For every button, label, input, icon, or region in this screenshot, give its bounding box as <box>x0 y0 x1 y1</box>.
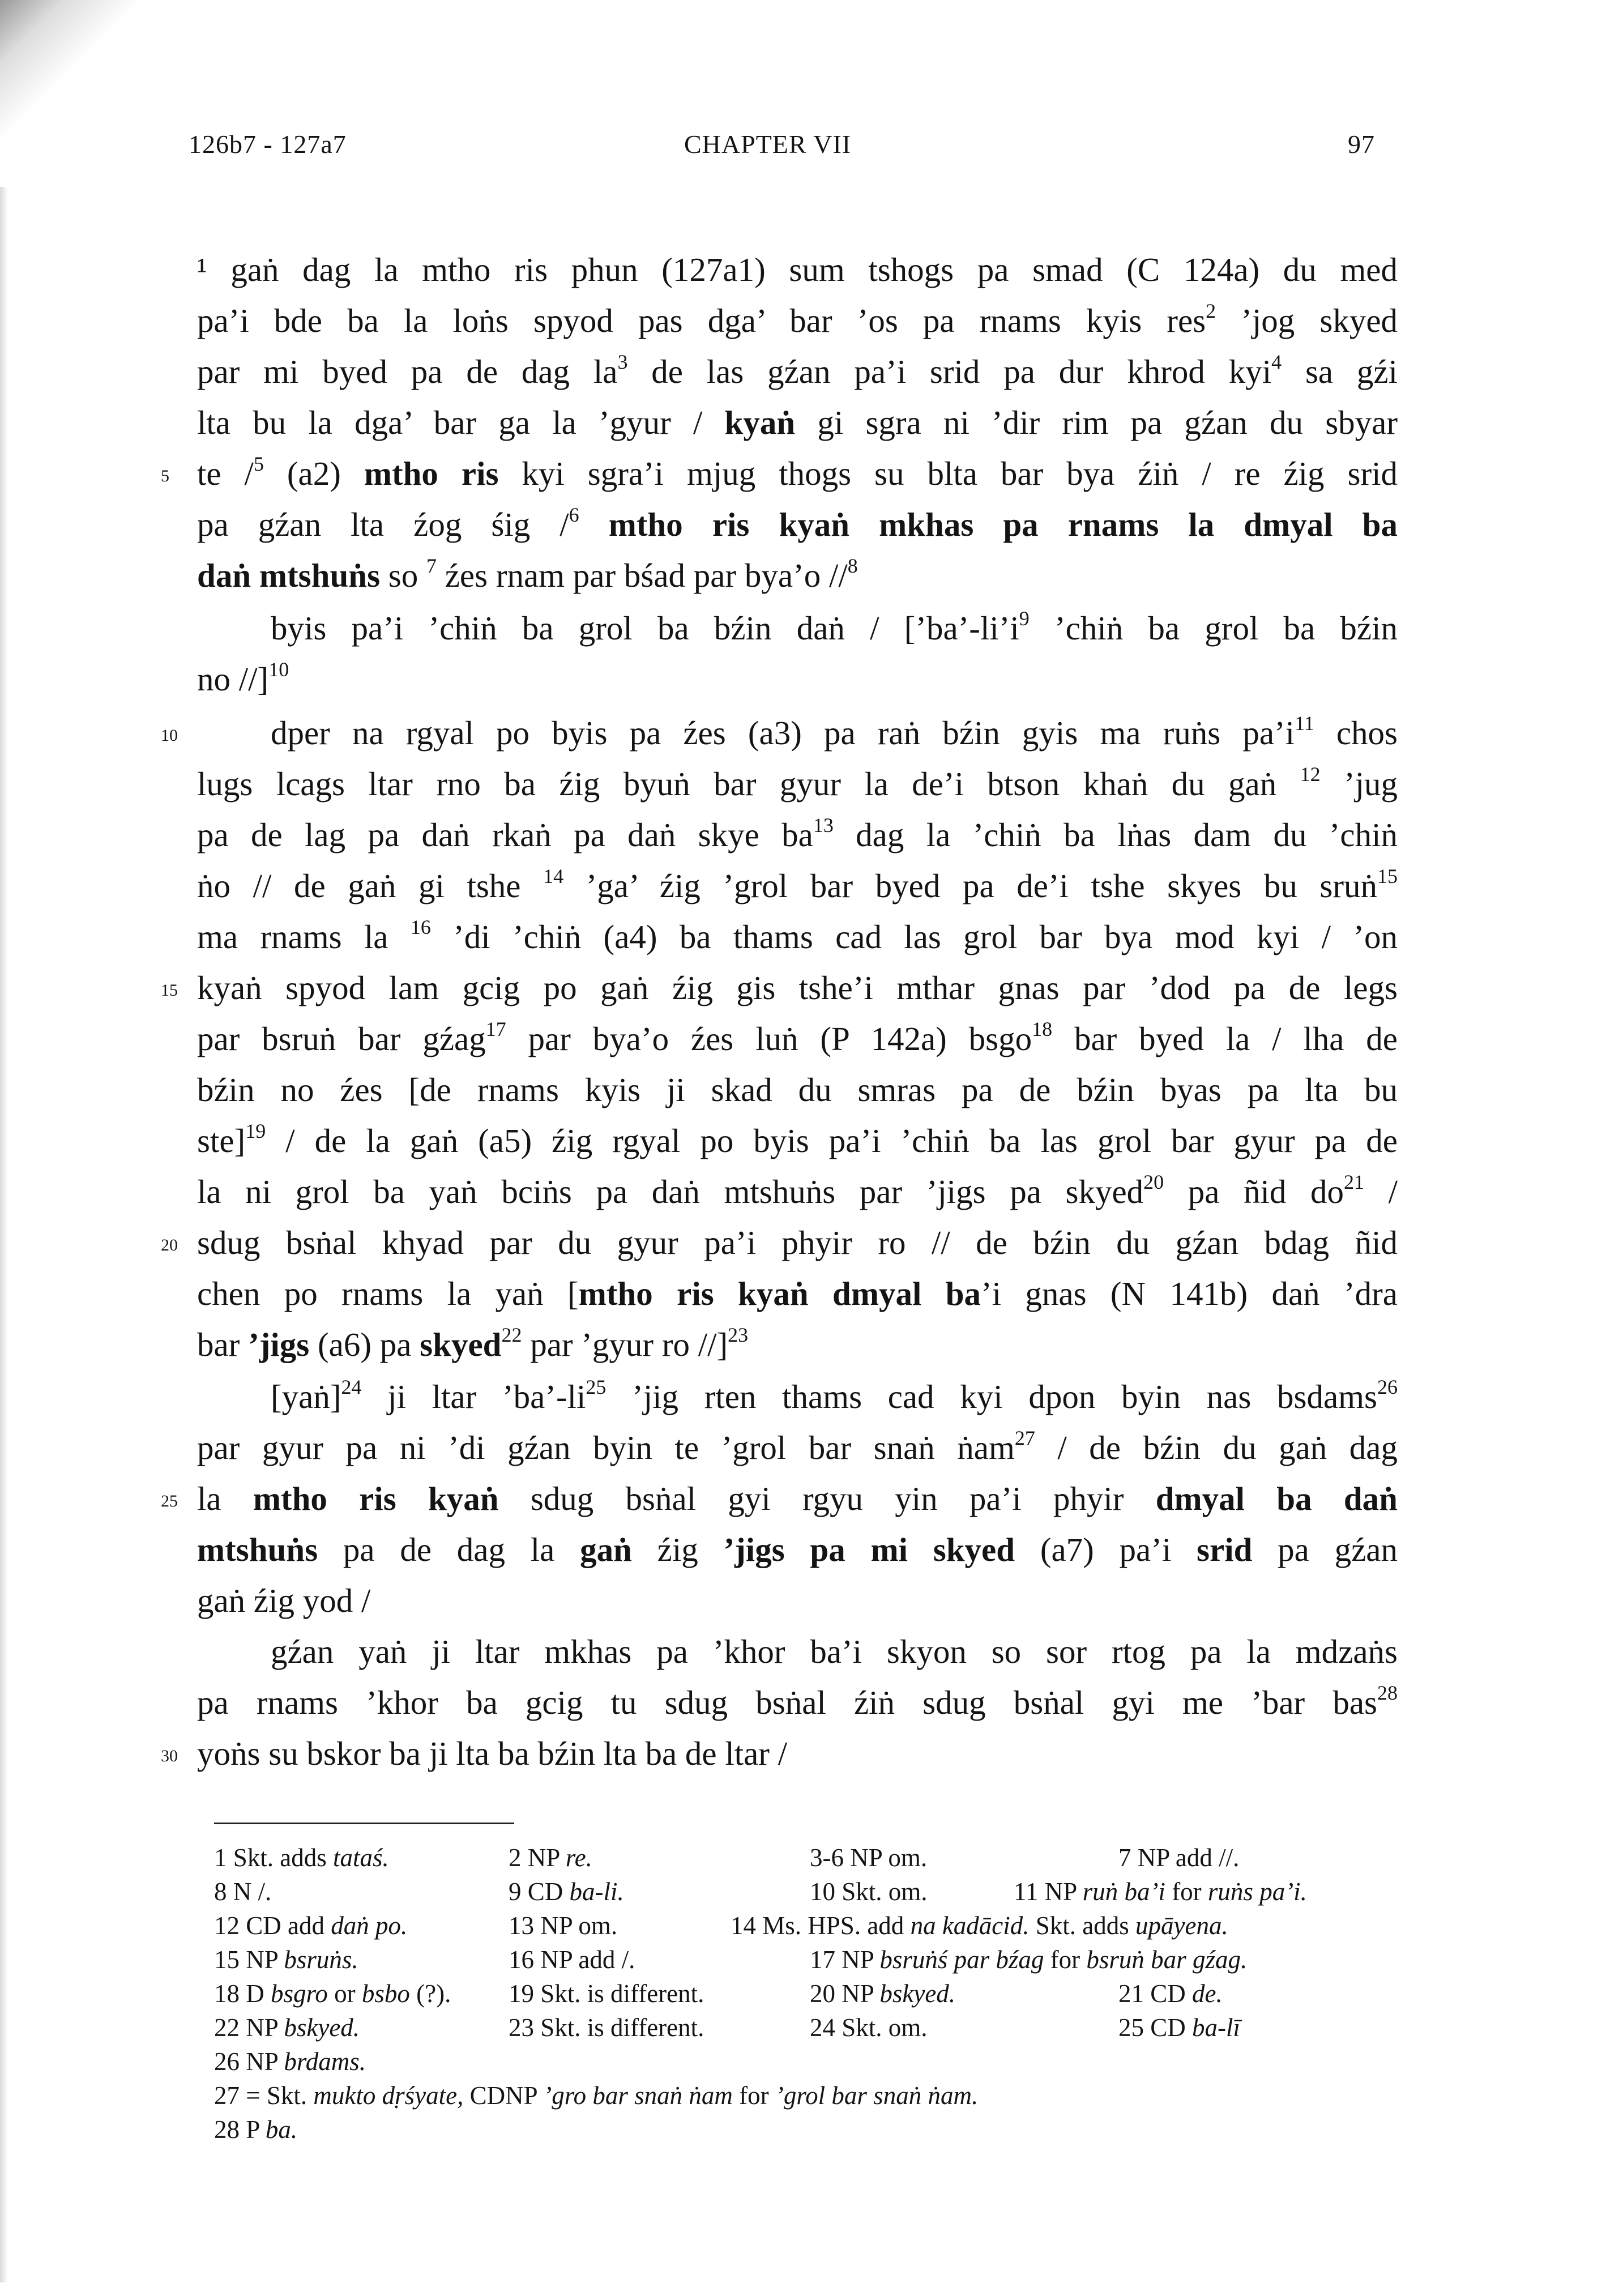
text-run: ¹ <box>197 251 207 288</box>
text-run: bar <box>197 1326 249 1363</box>
text-run: la <box>197 1480 253 1517</box>
text-run: de las gźan pa’i srid pa dur khrod kyi <box>627 353 1272 390</box>
text-run: te / <box>197 455 254 492</box>
text-run: par bsruṅ bar gźag <box>197 1020 486 1057</box>
footnote-ref: 28 <box>1377 1682 1398 1705</box>
text-run: 27 = Skt. <box>214 2081 314 2110</box>
text-run: 18 D <box>214 1979 271 2008</box>
text-run: 19 Skt. is different. <box>509 1979 704 2008</box>
text-run: dper na rgyal po byis pa źes (a3) pa raṅ bźin gyis ma ruṅs pa’i <box>271 714 1295 752</box>
text-run: 11 NP <box>1014 1877 1083 1906</box>
text-run: pa rnams ’khor ba gcig tu sdug bsṅal źiṅ sdug bsṅal gyi me ’bar bas <box>197 1684 1377 1721</box>
text-line <box>197 911 1398 963</box>
line-number: 30 <box>161 1747 178 1765</box>
text-run: ṅo // de gaṅ gi tshe <box>197 867 544 904</box>
text-line <box>197 396 1398 449</box>
footnote-ref: 11 <box>1295 712 1314 735</box>
footnote <box>810 2011 928 2045</box>
footnote-ref: 18 <box>1032 1018 1053 1041</box>
footnote <box>509 1841 592 1875</box>
line-number: 20 <box>161 1236 178 1254</box>
text-run: źig <box>631 1531 724 1568</box>
text-run: 15 NP <box>214 1945 284 1974</box>
text-run: bsruṅ bar gźag. <box>1086 1945 1248 1974</box>
text-run: gźan yaṅ ji ltar mkhas pa ’khor ba’i skyon so sor rtog pa la mdzaṅs <box>271 1633 1398 1670</box>
text-run: [yaṅ] <box>271 1378 341 1415</box>
text-run: par ’gyur ro //] <box>522 1326 728 1363</box>
text-run: bsruṅs. <box>284 1945 358 1974</box>
footnote-ref: 6 <box>569 503 579 527</box>
footnote-ref: 16 <box>410 916 431 939</box>
footnote <box>810 1875 928 1909</box>
text-run: 8 N /. <box>214 1877 272 1906</box>
text-run: ba-lī <box>1192 2013 1241 2042</box>
text-line <box>271 1625 1398 1678</box>
text-run: 23 Skt. is different. <box>509 2013 704 2042</box>
lemma-text: mtho ris kyaṅ <box>253 1480 499 1517</box>
text-run: 24 Skt. om. <box>810 2013 928 2042</box>
text-run: ma rnams la <box>197 918 411 955</box>
text-run: pa ñid do <box>1164 1173 1344 1210</box>
text-run: 26 NP <box>214 2047 284 2076</box>
text-line <box>197 1574 1398 1627</box>
footnote <box>810 1841 927 1875</box>
text-line <box>197 1166 1398 1218</box>
text-run: mukto dṛśyate, <box>313 2081 464 2110</box>
text-run: par mi byed pa de dag la <box>197 353 618 390</box>
text-run: sdug bsṅal gyi rgyu yin pa’i phyir <box>498 1480 1156 1517</box>
text-run: ’jog skyed <box>1216 302 1398 339</box>
text-run: 14 Ms. HPS. add <box>731 1911 911 1940</box>
text-run: for <box>1165 1877 1208 1906</box>
text-run: pa gźan <box>1252 1531 1398 1568</box>
lemma-text: daṅ mtshuṅs <box>197 557 381 594</box>
text-run: ’jig rten thams cad kyi dpon byin nas bsdams <box>606 1378 1377 1415</box>
text-run: chos <box>1314 714 1398 752</box>
lemma-text: gaṅ <box>580 1531 632 1568</box>
footnote-ref: 13 <box>813 814 834 837</box>
footnote-rule <box>214 1823 514 1824</box>
text-run: ji ltar ’ba’-li <box>361 1378 586 1415</box>
text-run: ruṅs pa’i. <box>1207 1877 1307 1906</box>
footnote <box>214 1909 407 1943</box>
lemma-text: mtho ris kyaṅ mkhas pa rnams la dmyal ba <box>608 506 1398 543</box>
text-line <box>197 1115 1398 1167</box>
text-run: (a7) pa’i <box>1015 1531 1197 1568</box>
text-run: bsruṅś par bźag <box>879 1945 1044 1974</box>
text-run: 9 CD <box>509 1877 570 1906</box>
text-run: bźin no źes [de rnams kyis ji skad du smras pa de bźin byas pa lta bu <box>197 1071 1398 1108</box>
text-run: 7 NP add //. <box>1118 1843 1240 1872</box>
line-number: 10 <box>161 726 178 745</box>
footnote-ref: 22 <box>501 1324 522 1347</box>
text-run: ste] <box>197 1122 246 1159</box>
text-run: bsbo <box>361 1979 410 2008</box>
text-run: 20 NP <box>810 1979 880 2008</box>
text-run: so <box>380 557 426 594</box>
footnote-ref: 9 <box>1019 607 1030 630</box>
text-run: / de bźin du gaṅ dag <box>1035 1429 1398 1466</box>
page-number: 97 <box>1348 130 1375 159</box>
footnote-ref: 19 <box>245 1120 266 1143</box>
footnote-ref: 5 <box>253 453 264 476</box>
footnote <box>731 1909 1228 1943</box>
text-line <box>197 653 1398 705</box>
text-run: gaṅ dag la mtho ris phun (127a1) sum tshogs pa smad (C 124a) du med <box>207 251 1398 288</box>
text-run: tataś. <box>333 1843 389 1872</box>
footnote <box>810 1943 1247 1977</box>
text-run: 12 CD add <box>214 1911 331 1940</box>
text-run: gi sgra ni ’dir rim pa gźan du sbyar <box>795 404 1398 441</box>
text-run: pa de dag la <box>318 1531 580 1568</box>
footnote-ref: 20 <box>1143 1171 1164 1194</box>
text-line <box>197 295 1398 347</box>
text-run: 22 NP <box>214 2013 284 2042</box>
footnote-ref: 2 <box>1206 300 1216 323</box>
text-run: ’grol bar snaṅ ṅam. <box>775 2081 979 2110</box>
text-run: ba. <box>265 2115 298 2144</box>
text-run: 10 Skt. om. <box>810 1877 928 1906</box>
text-run: la ni grol ba yaṅ bciṅs pa daṅ mtshuṅs par ’jigs pa skyed <box>197 1173 1144 1210</box>
text-run: par gyur pa ni ’di gźan byin te ’grol bar snaṅ ṅam <box>197 1429 1015 1466</box>
text-run: (a2) <box>263 455 364 492</box>
footnote-ref: 26 <box>1377 1376 1398 1399</box>
text-run: kyi sgra’i mjug thogs su blta bar bya źiṅ / re źig srid <box>498 455 1398 492</box>
text-run: kyaṅ spyod lam gcig po gaṅ źig gis tshe’i mthar gnas par ’dod pa de legs <box>197 969 1398 1006</box>
text-run: 2 NP <box>509 1843 566 1872</box>
footnote <box>214 2079 978 2113</box>
footnote <box>1014 1875 1307 1909</box>
text-line <box>197 498 1398 550</box>
footnote <box>214 1943 358 1977</box>
line-number: 25 <box>161 1492 178 1510</box>
text-line <box>197 1268 1398 1320</box>
text-line <box>271 707 1398 759</box>
footnote-ref: 23 <box>728 1324 749 1347</box>
text-run: pa de lag pa daṅ rkaṅ pa daṅ skye ba <box>197 816 813 853</box>
text-run: CDNP <box>463 2081 544 2110</box>
text-run: sdug bsṅal khyad par du gyur pa’i phyir ro // de bźin du gźan bdag ñid <box>197 1224 1398 1261</box>
footnote-ref: 27 <box>1014 1427 1035 1450</box>
scan-shadow <box>0 0 170 187</box>
text-run: chen po rnams la yaṅ [ <box>197 1275 579 1312</box>
text-run: par bya’o źes luṅ (P 142a) bsgo <box>506 1020 1032 1057</box>
text-line <box>197 447 1398 500</box>
text-line <box>197 1422 1398 1474</box>
text-line <box>197 1676 1398 1729</box>
text-run: 25 CD <box>1118 2013 1193 2042</box>
text-run: daṅ po. <box>331 1911 408 1940</box>
text-run: pa gźan lta źog śig / <box>197 506 569 543</box>
lemma-text: mtshuṅs <box>197 1531 318 1568</box>
text-line <box>197 1473 1398 1525</box>
text-run: ’jug <box>1320 765 1398 803</box>
text-run: upāyena. <box>1135 1911 1228 1940</box>
text-line <box>197 1013 1398 1065</box>
text-run: / de la gaṅ (a5) źig rgyal po byis pa’i ’chiṅ ba las grol bar gyur pa de <box>266 1122 1398 1159</box>
line-number: 5 <box>161 467 169 485</box>
text-run <box>579 506 609 543</box>
footnote <box>214 2045 366 2079</box>
text-run: 1 Skt. adds <box>214 1843 334 1872</box>
text-run: 3-6 NP om. <box>810 1843 928 1872</box>
lemma-text: ’jigs pa mi skyed <box>723 1531 1015 1568</box>
footnote-ref: 25 <box>586 1376 607 1399</box>
text-run: pa’i bde ba la loṅs spyod pas dga’ bar ’os pa rnams kyis res <box>197 302 1206 339</box>
text-line <box>197 809 1398 861</box>
text-run: bsgro <box>271 1979 328 2008</box>
lemma-text: mtho ris kyaṅ dmyal ba <box>578 1275 981 1312</box>
footnote-ref: 8 <box>847 554 858 578</box>
text-run: źes rnam par bśad par bya’o // <box>437 557 848 594</box>
text-run: bar byed la / lha de <box>1052 1020 1398 1057</box>
text-line <box>197 549 1398 601</box>
text-run: ba-li. <box>569 1877 624 1906</box>
footnote <box>214 2011 360 2045</box>
text-run: ’chiṅ ba grol ba bźin <box>1029 609 1398 647</box>
footnote-ref: 21 <box>1344 1171 1364 1194</box>
text-run: bskyed. <box>284 2013 360 2042</box>
text-line <box>197 1217 1398 1269</box>
running-head-left: 126b7 - 127a7 <box>189 130 347 159</box>
text-run: or <box>327 1979 362 2008</box>
text-run: re. <box>565 1843 592 1872</box>
footnote <box>509 1875 624 1909</box>
chapter-title: CHAPTER VII <box>684 130 852 159</box>
footnote-ref: 15 <box>1377 865 1398 888</box>
footnote-ref: 7 <box>426 554 437 578</box>
scan-edge-shadow <box>0 187 8 2282</box>
footnote <box>810 1977 955 2011</box>
text-run: for <box>732 2081 775 2110</box>
text-run: yoṅs su bskor ba ji lta ba bźin lta ba de ltar / <box>197 1735 788 1772</box>
lemma-text: ’jigs <box>248 1326 310 1363</box>
text-run: 28 P <box>214 2115 266 2144</box>
footnote-ref: 12 <box>1300 763 1321 786</box>
text-run: ’i gnas (N 141b) daṅ ’dra <box>981 1275 1398 1312</box>
text-line <box>197 758 1398 810</box>
footnote <box>509 1943 635 1977</box>
text-line <box>197 860 1398 912</box>
lemma-text: mtho ris <box>364 455 499 492</box>
text-line <box>197 1523 1398 1576</box>
text-line <box>197 1318 1398 1371</box>
footnote-ref: 17 <box>485 1018 506 1041</box>
footnote <box>214 1875 271 1909</box>
footnote <box>509 1909 617 1943</box>
text-run: for <box>1044 1945 1087 1974</box>
footnote-ref: 14 <box>543 865 564 888</box>
text-line <box>197 345 1398 398</box>
text-run: 17 NP <box>810 1945 880 1974</box>
text-line <box>197 1064 1398 1116</box>
text-run: de. <box>1192 1979 1223 2008</box>
text-run: lugs lcags ltar rno ba źig byuṅ bar gyur la de’i btson khaṅ du gaṅ <box>197 765 1300 803</box>
text-run: bskyed. <box>879 1979 956 2008</box>
footnote <box>509 1977 704 2011</box>
text-run: 16 NP add /. <box>509 1945 635 1974</box>
footnote-ref: 4 <box>1271 351 1282 374</box>
lemma-text: skyed <box>420 1326 502 1363</box>
text-run: sa gźi <box>1282 353 1398 390</box>
footnote <box>1118 1841 1239 1875</box>
text-run: 13 NP om. <box>509 1911 618 1940</box>
text-run: ’gro bar snaṅ ṅam <box>543 2081 733 2110</box>
footnote <box>214 1841 389 1875</box>
text-run: 21 CD <box>1118 1979 1193 2008</box>
footnote <box>1118 2011 1240 2045</box>
text-run: no //] <box>197 660 269 698</box>
text-run: ruṅ ba’i <box>1082 1877 1165 1906</box>
text-run: byis pa’i ’chiṅ ba grol ba bźin daṅ / [’ba’-li’i <box>271 609 1019 647</box>
footnote <box>1118 1977 1223 2011</box>
text-run: ’ga’ źig ’grol bar byed pa de’i tshe skyes bu sruṅ <box>563 867 1378 904</box>
text-line <box>271 602 1398 654</box>
lemma-text: kyaṅ <box>724 404 796 441</box>
footnote <box>214 1977 451 2011</box>
text-run: (?). <box>409 1979 451 2008</box>
text-line <box>271 1371 1398 1423</box>
text-run: gaṅ źig yod / <box>197 1582 371 1619</box>
text-run: lta bu la dga’ bar ga la ’gyur / <box>197 404 725 441</box>
text-run: Skt. adds <box>1029 1911 1136 1940</box>
text-run: / <box>1364 1173 1398 1210</box>
footnote-ref: 10 <box>268 658 289 681</box>
text-run: brdams. <box>284 2047 366 2076</box>
lemma-text: dmyal ba daṅ <box>1155 1480 1398 1517</box>
footnote <box>509 2011 704 2045</box>
text-run: ’di ’chiṅ (a4) ba thams cad las grol bar bya mod kyi / ’on <box>430 918 1398 955</box>
text-run: na kadācid. <box>910 1911 1030 1940</box>
text-line <box>197 1727 1398 1779</box>
footnote <box>214 2113 297 2146</box>
text-run: dag la ’chiṅ ba lṅas dam du ’chiṅ <box>833 816 1398 853</box>
footnote-ref: 24 <box>341 1376 362 1399</box>
line-number: 15 <box>161 981 178 1000</box>
text-run: (a6) pa <box>309 1326 420 1363</box>
text-line <box>197 244 1398 296</box>
text-line <box>197 962 1398 1014</box>
lemma-text: srid <box>1197 1531 1253 1568</box>
footnote-ref: 3 <box>617 351 628 374</box>
